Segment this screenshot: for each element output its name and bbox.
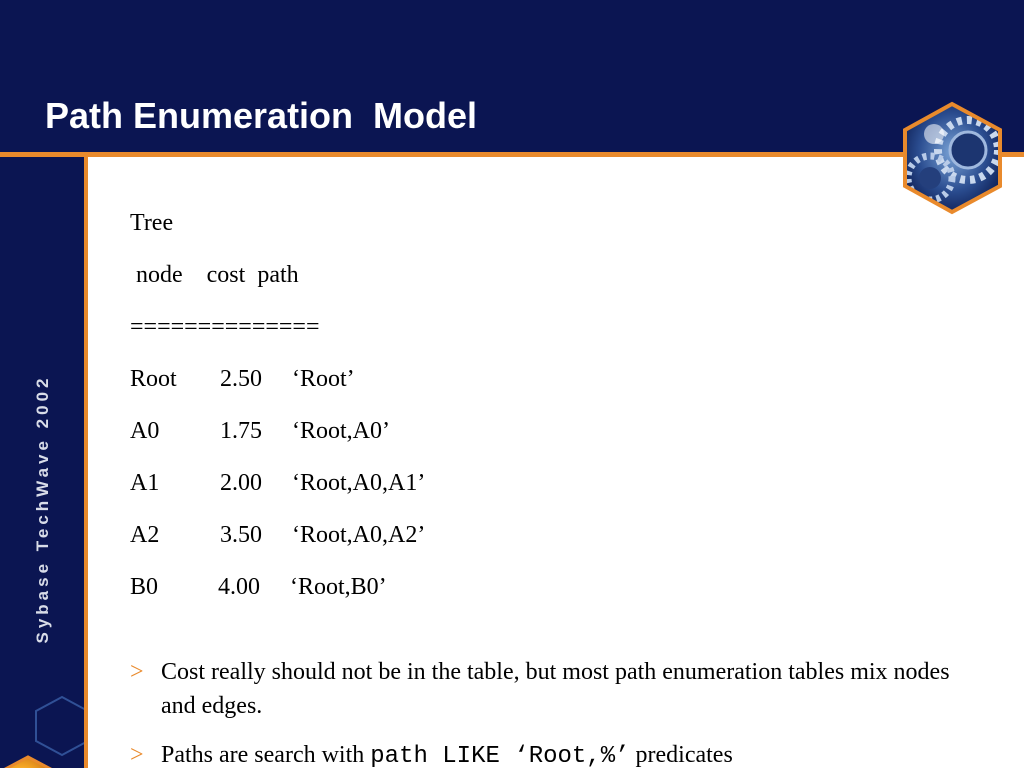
hexagon-pattern-icon	[0, 687, 84, 768]
slide-body	[130, 197, 990, 613]
table-caption: Tree	[130, 210, 174, 236]
path-cell: ‘Root,A0’	[292, 418, 390, 444]
node-cell: A0	[130, 418, 160, 444]
table-row	[130, 405, 990, 457]
conference-label: Sybase TechWave 2002	[33, 374, 52, 644]
cost-cell: 2.00	[220, 470, 262, 496]
bullet-text	[161, 738, 990, 768]
table-header: node cost path	[130, 262, 299, 288]
code-snippet: path LIKE ‘Root,%’	[370, 743, 630, 768]
node-cell: A1	[130, 470, 160, 496]
bullet-text-pre: Paths are search with	[161, 742, 371, 768]
path-cell: ‘Root’	[292, 366, 355, 392]
table-separator: ==============	[130, 314, 320, 340]
cost-cell: 3.50	[220, 522, 262, 548]
node-cell: B0	[130, 574, 159, 600]
list-item	[130, 738, 990, 768]
list-item	[130, 655, 990, 723]
node-cell: Root	[130, 366, 177, 392]
cost-cell: 2.50	[220, 366, 262, 392]
path-cell: ‘Root,B0’	[290, 574, 387, 600]
cost-cell: 4.00	[218, 574, 260, 600]
cost-cell: 1.75	[220, 418, 262, 444]
sidebar-divider	[84, 155, 88, 768]
slide-title: Path Enumeration Model	[45, 95, 478, 136]
path-cell: ‘Root,A0,A1’	[292, 470, 426, 496]
bullet-marker-icon: >	[130, 659, 144, 685]
node-cell: A2	[130, 522, 160, 548]
header-divider	[0, 152, 1024, 157]
table-row	[130, 353, 990, 405]
table-row	[130, 561, 990, 613]
bullet-text: Cost really should not be in the table, but most path enumeration tables mix nodes and edges.	[161, 659, 950, 719]
path-cell: ‘Root,A0,A2’	[292, 522, 426, 548]
table-row	[130, 509, 990, 561]
bullet-list	[130, 655, 990, 768]
sidebar	[0, 157, 84, 768]
bullet-text-post: predicates	[629, 742, 733, 768]
bullet-marker-icon: >	[130, 742, 144, 768]
table-row	[130, 457, 990, 509]
